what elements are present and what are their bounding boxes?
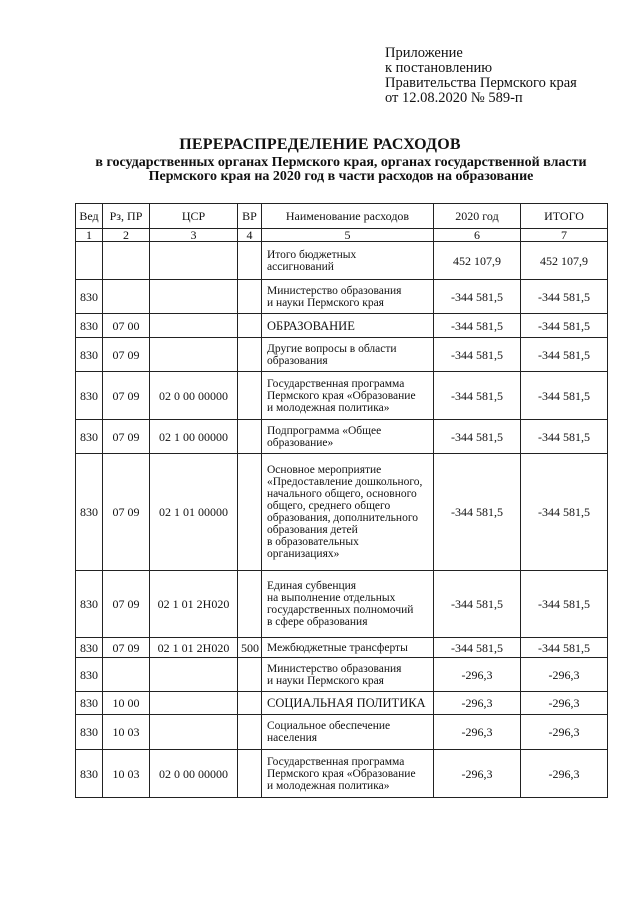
- name-line: на выполнение отдельных: [267, 592, 396, 604]
- cell-2020: -344 581,5: [434, 314, 521, 338]
- table-header-row: [76, 204, 608, 229]
- cell-2020: -296,3: [434, 750, 521, 798]
- cell-rz-pr: 10 03: [103, 715, 150, 750]
- name-line: в образовательных: [267, 536, 359, 548]
- name-line: и молодежная политика»: [267, 401, 390, 414]
- name-line: образование»: [267, 436, 334, 449]
- column-number: 1: [76, 229, 103, 242]
- table-row: [76, 692, 608, 715]
- name-line: Межбюджетные трансферты: [267, 641, 408, 654]
- name-line: Пермского края «Образование: [267, 389, 416, 402]
- name-line: образования детей: [267, 524, 358, 536]
- name-line: Единая субвенция: [267, 580, 357, 592]
- cell-total: -296,3: [521, 692, 608, 715]
- cell-vr: [238, 571, 262, 638]
- column-header: Вед: [76, 204, 103, 229]
- cell-ved: 830: [76, 750, 103, 798]
- column-number-row: [76, 229, 608, 242]
- cell-name: [262, 420, 434, 454]
- cell-ved: 830: [76, 571, 103, 638]
- cell-csr: 02 1 01 2Н020: [150, 571, 238, 638]
- cell-csr: 02 0 00 00000: [150, 372, 238, 420]
- appendix-line: Приложение: [385, 45, 463, 61]
- cell-total: -296,3: [521, 715, 608, 750]
- cell-name: [262, 638, 434, 658]
- cell-ved: 830: [76, 420, 103, 454]
- cell-vr: [238, 715, 262, 750]
- cell-total: -344 581,5: [521, 638, 608, 658]
- cell-rz-pr: [103, 242, 150, 280]
- name-line: СОЦИАЛЬНАЯ ПОЛИТИКА: [267, 696, 426, 710]
- cell-rz-pr: 07 09: [103, 638, 150, 658]
- table-row: [76, 658, 608, 692]
- cell-csr: [150, 692, 238, 715]
- appendix-block: [385, 46, 577, 106]
- name-line: начального общего, основного: [267, 488, 417, 500]
- cell-ved: 830: [76, 692, 103, 715]
- table-row: [76, 454, 608, 571]
- expense-table: [75, 203, 608, 798]
- cell-rz-pr: 07 00: [103, 314, 150, 338]
- table-row: [76, 715, 608, 750]
- cell-ved: 830: [76, 454, 103, 571]
- column-number: 6: [434, 229, 521, 242]
- cell-name: [262, 314, 434, 338]
- cell-name: [262, 242, 434, 280]
- table-row: [76, 638, 608, 658]
- cell-total: -296,3: [521, 750, 608, 798]
- document-title: ПЕРЕРАСПРЕДЕЛЕНИЕ РАСХОДОВ: [179, 136, 461, 153]
- column-number: 2: [103, 229, 150, 242]
- cell-2020: -344 581,5: [434, 571, 521, 638]
- cell-rz-pr: 07 09: [103, 454, 150, 571]
- cell-vr: [238, 658, 262, 692]
- cell-vr: [238, 420, 262, 454]
- name-line: Государственная программа: [267, 377, 405, 390]
- cell-total: -344 581,5: [521, 338, 608, 372]
- appendix-line: от 12.08.2020 № 589-п: [385, 90, 523, 106]
- cell-2020: -296,3: [434, 658, 521, 692]
- cell-total: 452 107,9: [521, 242, 608, 280]
- cell-2020: -344 581,5: [434, 338, 521, 372]
- column-header: ВР: [238, 204, 262, 229]
- cell-2020: -296,3: [434, 715, 521, 750]
- cell-2020: 452 107,9: [434, 242, 521, 280]
- name-line: «Предоставление дошкольного,: [267, 476, 423, 488]
- cell-name: [262, 372, 434, 420]
- cell-name: [262, 658, 434, 692]
- column-number: 7: [521, 229, 608, 242]
- cell-2020: -344 581,5: [434, 638, 521, 658]
- column-header: ИТОГО: [521, 204, 608, 229]
- appendix-line: Правительства Пермского края: [385, 75, 577, 91]
- cell-name: [262, 715, 434, 750]
- cell-ved: 830: [76, 372, 103, 420]
- cell-2020: -344 581,5: [434, 454, 521, 571]
- name-line: ОБРАЗОВАНИЕ: [267, 318, 355, 333]
- cell-csr: [150, 314, 238, 338]
- cell-rz-pr: 07 09: [103, 338, 150, 372]
- cell-total: -344 581,5: [521, 454, 608, 571]
- name-line: образования, дополнительного: [267, 512, 419, 524]
- cell-ved: 830: [76, 314, 103, 338]
- table-row: [76, 338, 608, 372]
- cell-ved: 830: [76, 658, 103, 692]
- name-line: и молодежная политика»: [267, 779, 390, 792]
- cell-name: [262, 280, 434, 314]
- cell-2020: -296,3: [434, 692, 521, 715]
- cell-rz-pr: 07 09: [103, 420, 150, 454]
- name-line: Социальное обеспечение: [267, 720, 391, 732]
- table-row: [76, 420, 608, 454]
- cell-name: [262, 750, 434, 798]
- cell-csr: 02 0 00 00000: [150, 750, 238, 798]
- table-row: [76, 571, 608, 638]
- name-line: Министерство образования: [267, 284, 402, 297]
- cell-total: -344 581,5: [521, 420, 608, 454]
- table-row: [76, 242, 608, 280]
- cell-vr: [238, 750, 262, 798]
- column-header: Рз, ПР: [103, 204, 150, 229]
- name-line: Подпрограмма «Общее: [267, 424, 382, 437]
- cell-csr: [150, 715, 238, 750]
- table-body: [76, 242, 608, 798]
- name-line: Пермского края «Образование: [267, 767, 416, 780]
- cell-vr: [238, 338, 262, 372]
- table-row: [76, 280, 608, 314]
- cell-ved: 830: [76, 638, 103, 658]
- column-number: 5: [262, 229, 434, 242]
- cell-ved: [76, 242, 103, 280]
- cell-2020: -344 581,5: [434, 420, 521, 454]
- cell-name: [262, 692, 434, 715]
- cell-vr: [238, 372, 262, 420]
- name-line: Государственная программа: [267, 755, 405, 768]
- cell-ved: 830: [76, 715, 103, 750]
- cell-total: -344 581,5: [521, 280, 608, 314]
- column-header: ЦСР: [150, 204, 238, 229]
- name-line: и науки Пермского края: [267, 674, 384, 687]
- name-line: и науки Пермского края: [267, 296, 384, 309]
- name-line: Другие вопросы в области: [267, 342, 397, 355]
- cell-ved: 830: [76, 280, 103, 314]
- document-subtitle: [70, 156, 612, 184]
- cell-name: [262, 571, 434, 638]
- cell-csr: [150, 658, 238, 692]
- appendix-line: к постановлению: [385, 60, 493, 76]
- name-line: государственных полномочий: [267, 604, 414, 616]
- name-line: населения: [267, 732, 318, 744]
- cell-vr: [238, 314, 262, 338]
- cell-vr: [238, 454, 262, 571]
- cell-rz-pr: 10 03: [103, 750, 150, 798]
- table-row: [76, 750, 608, 798]
- cell-total: -344 581,5: [521, 372, 608, 420]
- cell-rz-pr: 07 09: [103, 372, 150, 420]
- name-line: организациях»: [267, 548, 340, 560]
- cell-name: [262, 454, 434, 571]
- subtitle-line: в государственных органах Пермского края, органах государственной власти: [95, 155, 587, 170]
- cell-csr: 02 1 01 00000: [150, 454, 238, 571]
- cell-total: -344 581,5: [521, 571, 608, 638]
- cell-rz-pr: [103, 658, 150, 692]
- cell-ved: 830: [76, 338, 103, 372]
- cell-csr: [150, 338, 238, 372]
- cell-vr: 500: [238, 638, 262, 658]
- cell-vr: [238, 692, 262, 715]
- name-line: Основное мероприятие: [267, 464, 382, 476]
- name-line: ассигнований: [267, 260, 334, 273]
- name-line: образования: [267, 354, 328, 367]
- cell-csr: [150, 242, 238, 280]
- cell-vr: [238, 242, 262, 280]
- name-line: Министерство образования: [267, 662, 402, 675]
- table-row: [76, 372, 608, 420]
- cell-rz-pr: [103, 280, 150, 314]
- table-row: [76, 314, 608, 338]
- cell-rz-pr: 10 00: [103, 692, 150, 715]
- name-line: Итого бюджетных: [267, 248, 357, 261]
- column-header: 2020 год: [434, 204, 521, 229]
- cell-rz-pr: 07 09: [103, 571, 150, 638]
- cell-2020: -344 581,5: [434, 280, 521, 314]
- cell-2020: -344 581,5: [434, 372, 521, 420]
- subtitle-line: Пермского края на 2020 год в части расходов на образование: [148, 169, 534, 184]
- cell-csr: [150, 280, 238, 314]
- cell-vr: [238, 280, 262, 314]
- cell-name: [262, 338, 434, 372]
- column-number: 4: [238, 229, 262, 242]
- cell-csr: 02 1 01 2Н020: [150, 638, 238, 658]
- column-header: Наименование расходов: [262, 204, 434, 229]
- column-number: 3: [150, 229, 238, 242]
- cell-total: -296,3: [521, 658, 608, 692]
- cell-total: -344 581,5: [521, 314, 608, 338]
- cell-csr: 02 1 00 00000: [150, 420, 238, 454]
- name-line: в сфере образования: [267, 616, 368, 628]
- name-line: общего, среднего общего: [267, 500, 391, 512]
